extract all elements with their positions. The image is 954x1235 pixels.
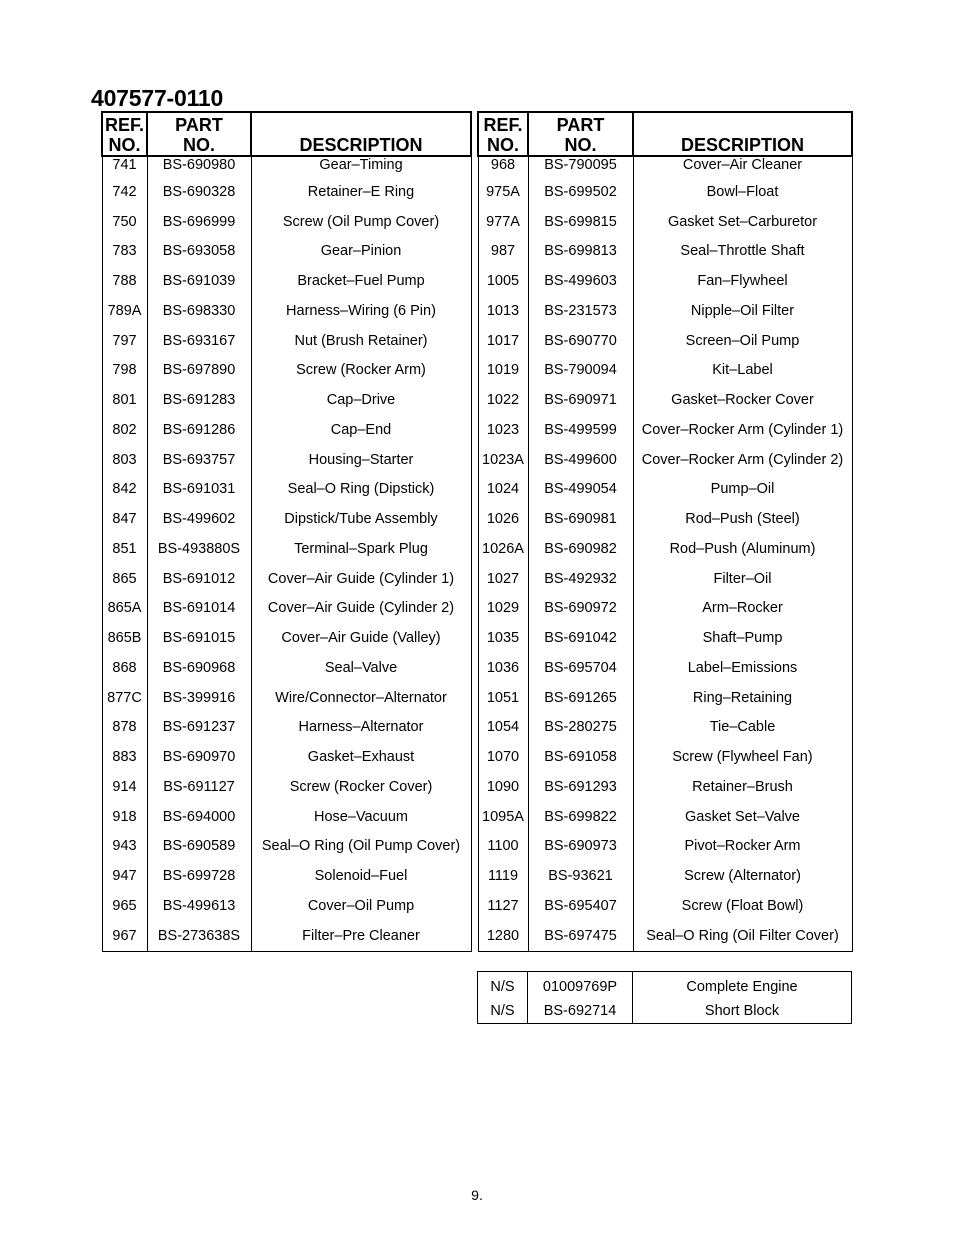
table-row [478, 832, 852, 862]
table-header-row [102, 112, 471, 156]
description-cell: Cover–Rocker Arm (Cylinder 1) [633, 415, 852, 445]
ref-no-cell: 798 [102, 356, 147, 386]
table-row [478, 861, 852, 891]
table-row [102, 772, 471, 802]
ref-no-cell: 1100 [478, 832, 528, 862]
description-cell: Cover–Air Guide (Valley) [251, 623, 471, 653]
table-row [478, 177, 852, 207]
description-cell: Screw (Rocker Cover) [251, 772, 471, 802]
part-no-cell: BS-691058 [528, 742, 633, 772]
part-no-cell: BS-691127 [147, 772, 251, 802]
table-row [478, 534, 852, 564]
part-no-cell: BS-499613 [147, 891, 251, 921]
description-cell: Seal–O Ring (Oil Pump Cover) [251, 832, 471, 862]
description-cell: Seal–O Ring (Dipstick) [251, 475, 471, 505]
part-no-cell: BS-690328 [147, 177, 251, 207]
description-cell: Harness–Alternator [251, 713, 471, 743]
ref-no-cell: 842 [102, 475, 147, 505]
description-header: DESCRIPTION [251, 112, 471, 156]
ref-no-cell: 967 [102, 921, 147, 951]
part-no-cell: BS-697890 [147, 356, 251, 386]
table-row [478, 385, 852, 415]
table-row [102, 683, 471, 713]
table-row [478, 772, 852, 802]
ref-no-cell: 803 [102, 445, 147, 475]
table-row [478, 802, 852, 832]
description-cell: Fan–Flywheel [633, 266, 852, 296]
ref-no-cell: 868 [102, 653, 147, 683]
description-cell: Nut (Brush Retainer) [251, 326, 471, 356]
part-no-header: PART NO. [147, 112, 251, 156]
ref-no-header: REF. NO. [478, 112, 528, 156]
part-no-cell: BS-93621 [528, 861, 633, 891]
table-row [102, 564, 471, 594]
part-no-cell: BS-691286 [147, 415, 251, 445]
description-cell: Gasket–Rocker Cover [633, 385, 852, 415]
part-no-cell: BS-690770 [528, 326, 633, 356]
part-no-cell: BS-699822 [528, 802, 633, 832]
ref-no-cell: 1027 [478, 564, 528, 594]
table-row [478, 683, 852, 713]
part-no-cell: BS-699813 [528, 237, 633, 267]
ref-no-cell: 750 [102, 207, 147, 237]
description-cell: Seal–O Ring (Oil Filter Cover) [633, 921, 852, 951]
ref-no-cell: 1095A [478, 802, 528, 832]
table-row [478, 266, 852, 296]
table-row [102, 445, 471, 475]
table-row [102, 356, 471, 386]
table-row [102, 415, 471, 445]
ref-no-cell: 883 [102, 742, 147, 772]
description-cell: Pump–Oil [633, 475, 852, 505]
ref-no-cell: 987 [478, 237, 528, 267]
table-row [102, 594, 471, 624]
ref-no-cell: 1013 [478, 296, 528, 326]
description-cell: Cover–Oil Pump [251, 891, 471, 921]
part-no-cell: BS-492932 [528, 564, 633, 594]
table-row [478, 594, 852, 624]
table-row [478, 237, 852, 267]
part-no-cell: BS-699815 [528, 207, 633, 237]
table-row [102, 156, 471, 177]
ref-no-header: REF. NO. [102, 112, 147, 156]
part-no-cell: BS-273638S [147, 921, 251, 951]
description-cell: Shaft–Pump [633, 623, 852, 653]
table-row [102, 266, 471, 296]
description-cell: Housing–Starter [251, 445, 471, 475]
part-no-cell: BS-691283 [147, 385, 251, 415]
part-no-cell: BS-694000 [147, 802, 251, 832]
part-no-cell: BS-691042 [528, 623, 633, 653]
ref-no-cell: 1127 [478, 891, 528, 921]
part-no-cell: BS-698330 [147, 296, 251, 326]
table-row [102, 891, 471, 921]
ref-no-cell: 1022 [478, 385, 528, 415]
part-no-cell: BS-690968 [147, 653, 251, 683]
ref-no-cell: 878 [102, 713, 147, 743]
description-cell: Nipple–Oil Filter [633, 296, 852, 326]
part-no-cell: BS-699502 [528, 177, 633, 207]
table-row [102, 921, 471, 951]
part-no-cell: BS-691265 [528, 683, 633, 713]
ref-no-cell: 802 [102, 415, 147, 445]
table-row [478, 653, 852, 683]
parts-table-left-body [102, 156, 471, 951]
ref-no-cell: 1023A [478, 445, 528, 475]
part-no-cell: BS-790094 [528, 356, 633, 386]
description-cell: Label–Emissions [633, 653, 852, 683]
ref-no-cell: 851 [102, 534, 147, 564]
part-no-cell: BS-691031 [147, 475, 251, 505]
model-number-title: 407577-0110 [91, 85, 224, 111]
ref-no-cell: 1035 [478, 623, 528, 653]
part-no-cell: BS-690973 [528, 832, 633, 862]
description-cell: Retainer–Brush [633, 772, 852, 802]
ref-no-cell: 968 [478, 156, 528, 177]
ref-no-cell: 918 [102, 802, 147, 832]
part-no-cell: BS-499599 [528, 415, 633, 445]
parts-table-additional-body [478, 972, 852, 1024]
description-cell: Solenoid–Fuel [251, 861, 471, 891]
table-row [478, 742, 852, 772]
description-cell: Retainer–E Ring [251, 177, 471, 207]
part-no-cell: BS-691237 [147, 713, 251, 743]
ref-no-cell: 1280 [478, 921, 528, 951]
part-no-cell: 01009769P [528, 972, 633, 999]
part-no-cell: BS-690982 [528, 534, 633, 564]
table-row [102, 832, 471, 862]
description-cell: Harness–Wiring (6 Pin) [251, 296, 471, 326]
table-row [102, 713, 471, 743]
ref-no-cell: 947 [102, 861, 147, 891]
table-row [102, 623, 471, 653]
part-no-cell: BS-499603 [528, 266, 633, 296]
part-no-cell: BS-693058 [147, 237, 251, 267]
ref-no-cell: 788 [102, 266, 147, 296]
ref-no-cell: 1036 [478, 653, 528, 683]
table-row [478, 713, 852, 743]
description-cell: Short Block [633, 998, 852, 1024]
parts-table-left [101, 111, 472, 952]
description-cell: Complete Engine [633, 972, 852, 999]
part-no-cell: BS-691015 [147, 623, 251, 653]
ref-no-cell: N/S [478, 972, 528, 999]
part-no-cell: BS-692714 [528, 998, 633, 1024]
ref-no-cell: 865A [102, 594, 147, 624]
table-header-row [478, 112, 852, 156]
part-no-cell: BS-691039 [147, 266, 251, 296]
ref-no-cell: 1005 [478, 266, 528, 296]
table-row [478, 445, 852, 475]
table-row [478, 972, 852, 999]
ref-no-cell: 965 [102, 891, 147, 921]
ref-no-cell: 1023 [478, 415, 528, 445]
description-cell: Screen–Oil Pump [633, 326, 852, 356]
description-cell: Gasket Set–Carburetor [633, 207, 852, 237]
table-row [102, 177, 471, 207]
table-row [102, 326, 471, 356]
description-cell: Screw (Alternator) [633, 861, 852, 891]
table-row [478, 475, 852, 505]
description-cell: Rod–Push (Aluminum) [633, 534, 852, 564]
description-cell: Filter–Pre Cleaner [251, 921, 471, 951]
ref-no-cell: 943 [102, 832, 147, 862]
table-row [478, 504, 852, 534]
ref-no-cell: 1017 [478, 326, 528, 356]
table-row [102, 742, 471, 772]
description-cell: Gasket Set–Valve [633, 802, 852, 832]
table-row [102, 475, 471, 505]
table-row [478, 356, 852, 386]
part-no-cell: BS-690981 [528, 504, 633, 534]
description-cell: Gear–Pinion [251, 237, 471, 267]
part-no-cell: BS-399916 [147, 683, 251, 713]
part-no-cell: BS-231573 [528, 296, 633, 326]
ref-no-cell: 847 [102, 504, 147, 534]
ref-no-cell: 742 [102, 177, 147, 207]
part-no-cell: BS-493880S [147, 534, 251, 564]
ref-no-cell: 1029 [478, 594, 528, 624]
part-no-cell: BS-696999 [147, 207, 251, 237]
part-no-cell: BS-499602 [147, 504, 251, 534]
table-row [478, 156, 852, 177]
part-no-cell: BS-691012 [147, 564, 251, 594]
table-row [102, 504, 471, 534]
page-number: 9. [471, 1187, 483, 1203]
description-cell: Seal–Throttle Shaft [633, 237, 852, 267]
description-cell: Bracket–Fuel Pump [251, 266, 471, 296]
ref-no-cell: 1054 [478, 713, 528, 743]
ref-no-cell: 1119 [478, 861, 528, 891]
part-no-cell: BS-697475 [528, 921, 633, 951]
table-row [478, 326, 852, 356]
description-cell: Screw (Float Bowl) [633, 891, 852, 921]
description-cell: Pivot–Rocker Arm [633, 832, 852, 862]
ref-no-cell: 1051 [478, 683, 528, 713]
part-no-cell: BS-690970 [147, 742, 251, 772]
description-cell: Hose–Vacuum [251, 802, 471, 832]
ref-no-cell: 789A [102, 296, 147, 326]
table-row [478, 998, 852, 1024]
part-no-cell: BS-690972 [528, 594, 633, 624]
part-no-cell: BS-691014 [147, 594, 251, 624]
description-cell: Screw (Oil Pump Cover) [251, 207, 471, 237]
ref-no-cell: 1026A [478, 534, 528, 564]
description-cell: Screw (Rocker Arm) [251, 356, 471, 386]
description-cell: Cover–Air Cleaner [633, 156, 852, 177]
part-no-cell: BS-693757 [147, 445, 251, 475]
description-cell: Wire/Connector–Alternator [251, 683, 471, 713]
table-row [478, 623, 852, 653]
description-cell: Ring–Retaining [633, 683, 852, 713]
part-no-cell: BS-695704 [528, 653, 633, 683]
part-no-cell: BS-690971 [528, 385, 633, 415]
table-row [478, 891, 852, 921]
description-header: DESCRIPTION [633, 112, 852, 156]
ref-no-cell: 801 [102, 385, 147, 415]
parts-table-right-body [478, 156, 852, 951]
table-row [478, 921, 852, 951]
description-cell: Dipstick/Tube Assembly [251, 504, 471, 534]
description-cell: Filter–Oil [633, 564, 852, 594]
part-no-cell: BS-690589 [147, 832, 251, 862]
description-cell: Gear–Timing [251, 156, 471, 177]
part-no-cell: BS-691293 [528, 772, 633, 802]
description-cell: Bowl–Float [633, 177, 852, 207]
table-row [102, 385, 471, 415]
ref-no-cell: 1024 [478, 475, 528, 505]
description-cell: Cap–Drive [251, 385, 471, 415]
description-cell: Cover–Air Guide (Cylinder 2) [251, 594, 471, 624]
table-row [102, 207, 471, 237]
part-no-cell: BS-690980 [147, 156, 251, 177]
description-cell: Tie–Cable [633, 713, 852, 743]
table-row [478, 415, 852, 445]
ref-no-cell: 975A [478, 177, 528, 207]
parts-table-additional [477, 971, 852, 1024]
description-cell: Rod–Push (Steel) [633, 504, 852, 534]
table-row [102, 653, 471, 683]
table-row [478, 207, 852, 237]
description-cell: Seal–Valve [251, 653, 471, 683]
description-cell: Gasket–Exhaust [251, 742, 471, 772]
part-no-cell: BS-499600 [528, 445, 633, 475]
table-row [102, 237, 471, 267]
description-cell: Cap–End [251, 415, 471, 445]
table-row [102, 296, 471, 326]
ref-no-cell: 865 [102, 564, 147, 594]
ref-no-cell: N/S [478, 998, 528, 1024]
part-no-cell: BS-699728 [147, 861, 251, 891]
table-row [478, 296, 852, 326]
ref-no-cell: 865B [102, 623, 147, 653]
part-no-cell: BS-693167 [147, 326, 251, 356]
table-row [102, 802, 471, 832]
ref-no-cell: 1019 [478, 356, 528, 386]
description-cell: Cover–Air Guide (Cylinder 1) [251, 564, 471, 594]
part-no-cell: BS-695407 [528, 891, 633, 921]
ref-no-cell: 977A [478, 207, 528, 237]
ref-no-cell: 1090 [478, 772, 528, 802]
part-no-cell: BS-280275 [528, 713, 633, 743]
description-cell: Terminal–Spark Plug [251, 534, 471, 564]
table-row [102, 534, 471, 564]
description-cell: Kit–Label [633, 356, 852, 386]
description-cell: Cover–Rocker Arm (Cylinder 2) [633, 445, 852, 475]
ref-no-cell: 877C [102, 683, 147, 713]
description-cell: Arm–Rocker [633, 594, 852, 624]
part-no-header: PART NO. [528, 112, 633, 156]
ref-no-cell: 783 [102, 237, 147, 267]
ref-no-cell: 797 [102, 326, 147, 356]
part-no-cell: BS-499054 [528, 475, 633, 505]
ref-no-cell: 1026 [478, 504, 528, 534]
ref-no-cell: 741 [102, 156, 147, 177]
part-no-cell: BS-790095 [528, 156, 633, 177]
table-row [478, 564, 852, 594]
description-cell: Screw (Flywheel Fan) [633, 742, 852, 772]
ref-no-cell: 914 [102, 772, 147, 802]
parts-table-right [477, 111, 853, 952]
ref-no-cell: 1070 [478, 742, 528, 772]
table-row [102, 861, 471, 891]
